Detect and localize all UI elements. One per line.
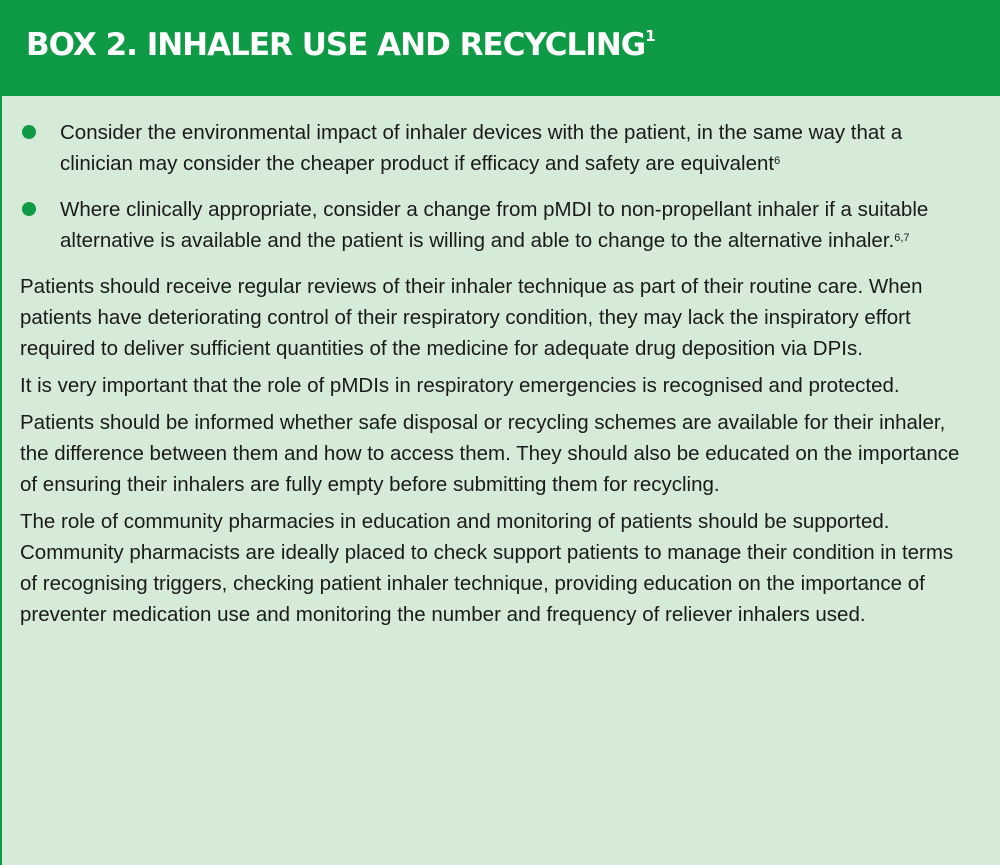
box-title [26, 27, 1000, 63]
bullet-list [20, 117, 970, 256]
bullet-text: Where clinically appropriate, consider a change from pMDI to non-propellant inhaler if a suitable alternative is available and the patient is willing and able to change to the alternative inhaler. [60, 198, 929, 252]
bullet-dot-icon [22, 125, 36, 139]
bullet-text: Consider the environmental impact of inhaler devices with the patient, in the same way that a clinician may consider the cheaper product if efficacy and safety are equivalent [60, 121, 903, 175]
paragraph: Patients should be informed whether safe disposal or recycling schemes are available for their inhaler, the difference between them and how to access them. They should also be educated on the importance of ensuring their inhalers are fully empty before submitting them for recycling. [20, 411, 960, 496]
paragraph-group [20, 271, 970, 630]
box-title-text: BOX 2. INHALER USE AND RECYCLING [26, 27, 646, 63]
bullet-reference: 6,7 [894, 232, 910, 244]
box-header [2, 0, 1000, 96]
paragraph: It is very important that the role of pMDIs in respiratory emergencies is recognised and protected. [20, 374, 900, 397]
paragraph: Patients should receive regular reviews of their inhaler technique as part of their routine care. When patients have deteriorating control of their respiratory condition, they may lack the inspiratory effort required to deliver sufficient quantities of the medicine for adequate drug deposition via DPIs. [20, 275, 923, 360]
bullet-dot-icon [22, 202, 36, 216]
title-reference: 1 [645, 27, 656, 45]
bullet-reference: 6 [774, 155, 781, 167]
paragraph: The role of community pharmacies in education and monitoring of patients should be supported. Community pharmacists are ideally placed to check support patients to manage their condition in terms of recognising triggers, checking patient inhaler technique, providing education on the importance of preventer medication use and monitoring the number and frequency of reliever inhalers used. [20, 510, 954, 626]
box-content [2, 96, 1000, 630]
bullet-item [20, 117, 970, 179]
bullet-item [20, 194, 970, 256]
